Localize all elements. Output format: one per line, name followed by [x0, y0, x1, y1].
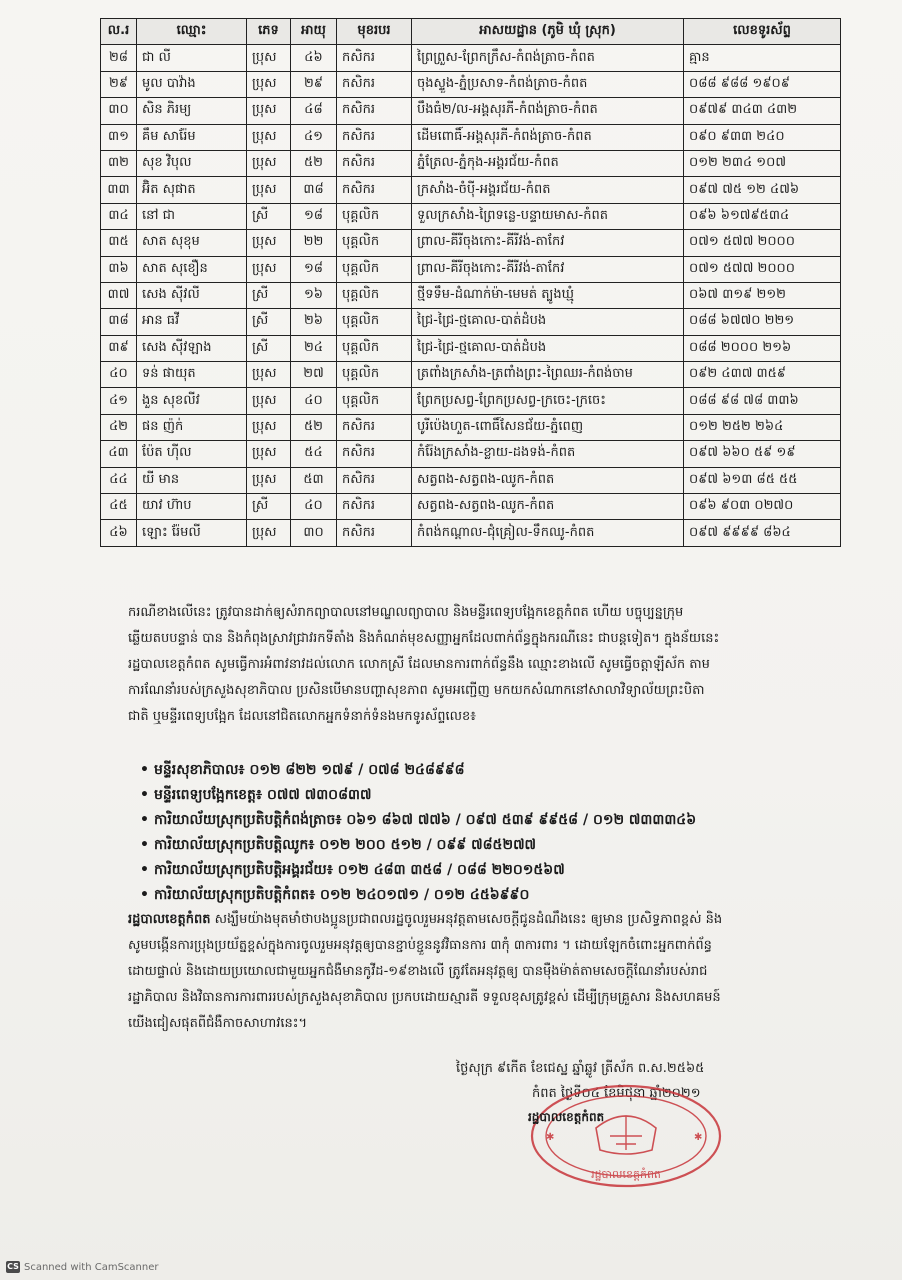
row-name: ងួន សុខលីវ [137, 388, 247, 414]
row-age: ៤១ [291, 124, 337, 150]
row-sex: ប្រុស [247, 256, 291, 282]
row-occupation: កសិករ [337, 441, 412, 467]
row-phone: ០៩៧ ៩៩៩៩ ៨៦៤ [684, 520, 841, 546]
row-no: ៤១ [101, 388, 137, 414]
header-address: អាសយដ្ឋាន (ភូមិ ឃុំ ស្រុក) [412, 19, 684, 45]
table-header-row [101, 19, 841, 45]
row-sex: ប្រុស [247, 124, 291, 150]
table-row [101, 362, 841, 388]
seal-star-left: ✱ [546, 1132, 555, 1143]
row-address: ចុងស្ទួង-ភ្នំប្រសាទ-កំពង់ត្រាច-កំពត [412, 71, 684, 97]
row-address: បឹងធំ២/ល-អង្គសុរភី-កំពង់ត្រាច-កំពត [412, 98, 684, 124]
row-no: ២៨ [101, 45, 137, 71]
header-occupation: មុខរបរ [337, 19, 412, 45]
contact-item: • មន្ទីរពេទ្យបង្អែកខេត្ត៖ ០៧៧ ៧៣០៨៣៧ [140, 787, 372, 803]
scanner-footer [6, 1261, 159, 1273]
row-address: សត្វពង-សត្វពង-ឈូក-កំពត [412, 467, 684, 493]
row-occupation: បុគ្គលិក [337, 256, 412, 282]
row-address: ត្រពាំងក្រសាំង-ត្រពាំងព្រះ-ព្រៃឈរ-កំពង់ចាម [412, 362, 684, 388]
row-occupation: បុគ្គលិក [337, 335, 412, 361]
table-row [101, 177, 841, 203]
row-age: ២៦ [291, 309, 337, 335]
row-age: ១៨ [291, 203, 337, 229]
table-row [101, 441, 841, 467]
row-age: ៣៨ [291, 177, 337, 203]
row-phone: ០៨៨ ៦៧៧០ ២២១ [684, 309, 841, 335]
date-lunar: ថ្ងៃសុក្រ ៩កើត ខែជេស្ឋ ឆ្នាំឆ្លូវ ត្រីស័ក ព.ស.២៥៦៥ [456, 1061, 705, 1076]
row-age: ៤៦ [291, 45, 337, 71]
row-occupation: កសិករ [337, 45, 412, 71]
table-row [101, 203, 841, 229]
row-occupation: បុគ្គលិក [337, 203, 412, 229]
row-name: គឹម សារ៉ែម [137, 124, 247, 150]
row-address: សត្វពង-សត្វពង-ឈូក-កំពត [412, 494, 684, 520]
row-address: បូរីប៉េងហួត-ពោធិ៍សែនជ័យ-ភ្នំពេញ [412, 414, 684, 440]
row-sex: ប្រុស [247, 467, 291, 493]
camscanner-icon: CS [7, 1262, 19, 1271]
row-age: ១៨ [291, 256, 337, 282]
row-occupation: បុគ្គលិក [337, 282, 412, 308]
row-occupation: បុគ្គលិក [337, 388, 412, 414]
row-name: នៅ ជា [137, 203, 247, 229]
row-occupation: កសិករ [337, 124, 412, 150]
row-phone: ០៨៨ ៩៨៨ ១៩០៩ [684, 71, 841, 97]
row-name: សុខ វិបុល [137, 150, 247, 176]
row-address: ព្រែកប្រសព្វ-ព្រែកប្រសព្វ-ក្រចេះ-ក្រចេះ [412, 388, 684, 414]
appeal-lead: រដ្ឋបាលខេត្តកំពត [128, 912, 211, 927]
row-age: ៥៣ [291, 467, 337, 493]
row-sex: ប្រុស [247, 520, 291, 546]
table-row [101, 45, 841, 71]
row-sex: ប្រុស [247, 177, 291, 203]
table-row [101, 98, 841, 124]
row-name: យាវ ហ៊ាប [137, 494, 247, 520]
row-occupation: កសិករ [337, 150, 412, 176]
row-name: ផន ញ៉ក់ [137, 414, 247, 440]
row-sex: ស្រី [247, 494, 291, 520]
row-sex: ស្រី [247, 335, 291, 361]
row-no: ៤៤ [101, 467, 137, 493]
row-phone: ០៩២ ៤៣៧ ៣៥៩ [684, 362, 841, 388]
row-no: ៤២ [101, 414, 137, 440]
row-name: អ៊ិត សុផាត [137, 177, 247, 203]
row-name: ឡោះ រ៉ែមលី [137, 520, 247, 546]
row-no: ៣៧ [101, 282, 137, 308]
row-sex: ប្រុស [247, 362, 291, 388]
row-address: កំរ៉ែងក្រសាំង-ខ្លាយ-ដងទង់-កំពត [412, 441, 684, 467]
row-no: ៣០ [101, 98, 137, 124]
row-sex: ស្រី [247, 203, 291, 229]
notice-paragraph: ករណីខាងលើនេះ ត្រូវបានដាក់ឲ្យសំរាកព្យាបាលនៅមណ្ឌលព្យាបាល និងមន្ទីរពេទ្យបង្អែកខេត្តកំពត ហើយ បច្ចុប្បន្នក្រុមឆ្លើយតបបន្ទាន់ បាន និងកំពុងស្រាវជ្រាវរកទីតាំង និងកំណត់មុខសញ្ញាអ្នកដែលពាក់ព័ន្ធក្នុងករណីនេះ ជាបន្តទៀត។ ក្នុងន័យនេះ រដ្ឋបាលខេត្តកំពត សូមធ្វើការអំពាវនាវដល់លោក លោកស្រី ដែលមានការពាក់ព័ន្ធនឹង ឈ្មោះខាងលើ សូមធ្វើចត្តាឡីស័ក តាមការណែនាំរបស់ក្រសួងសុខាភិបាល ប្រសិនបើមានបញ្ហាសុខភាព សូមអញ្ជើញ មកយកសំណាកនៅសាលាវិទ្យាល័យព្រះបិតាជាតិ ឬមន្ទីរពេទ្យបង្អែក ដែលនៅជិតលោកអ្នកទំនាក់ទំនងមកទូរស័ព្ទលេខ៖ [128, 605, 720, 724]
row-name: សិន ភិរម្យ [137, 98, 247, 124]
row-occupation: កសិករ [337, 467, 412, 493]
row-occupation: បុគ្គលិក [337, 362, 412, 388]
seal-text: រដ្ឋបាលខេត្តកំពត [591, 1168, 661, 1181]
row-address: ទួលក្រសាំង-ព្រៃទន្លេ-បន្ទាយមាស-កំពត [412, 203, 684, 229]
row-address: ព្រាល-គីរីចុងកោះ-គីរីវង់-តាកែវ [412, 256, 684, 282]
contact-item: • ការិយាល័យស្រុកប្រតិបត្តិកំពង់ត្រាច៖ ០៦១ ៨៦៧ ៧៧៦ / ០៩៧ ៥៣៩ ៩៩៥៨ / ០១២ ៧៣៣៣៤៦ [140, 812, 697, 828]
row-phone: ០៧១ ៥៧៧ ២០០០ [684, 256, 841, 282]
row-address: ក្រសាំង-ចំប៉ី-អង្គរជ័យ-កំពត [412, 177, 684, 203]
row-age: ២៧ [291, 362, 337, 388]
row-sex: ប្រុស [247, 98, 291, 124]
row-age: ៥២ [291, 150, 337, 176]
row-no: ២៩ [101, 71, 137, 97]
row-age: ២៤ [291, 335, 337, 361]
table-row [101, 71, 841, 97]
row-no: ៣២ [101, 150, 137, 176]
row-sex: ប្រុស [247, 71, 291, 97]
table-row [101, 230, 841, 256]
row-occupation: កសិករ [337, 520, 412, 546]
table-row [101, 309, 841, 335]
row-name: សាត សុខុម [137, 230, 247, 256]
row-name: ប៉ែត ហ៊ីល [137, 441, 247, 467]
row-address: ជ្រៃ-ជ្រៃ-ថ្មគោល-បាត់ដំបង [412, 335, 684, 361]
contact-item: • ការិយាល័យស្រុកប្រតិបត្តិឈូក៖ ០១២ ២០០ ៥១២ / ០៩៩ ៧៨៥២៧៧ [140, 837, 537, 853]
row-sex: ប្រុស [247, 150, 291, 176]
footer-text: Scanned with CamScanner [24, 1261, 159, 1273]
row-no: ៣៥ [101, 230, 137, 256]
row-age: ៤០ [291, 494, 337, 520]
patient-table [100, 18, 841, 547]
row-phone: ០៩៦ ៦១៧៩៥៣៤ [684, 203, 841, 229]
row-age: ២៩ [291, 71, 337, 97]
row-address: កំពង់កណ្តាល-ជុំគ្រៀល-ទឹកឈូ-កំពត [412, 520, 684, 546]
seal-stamp [532, 1086, 720, 1186]
row-name: យី មាន [137, 467, 247, 493]
row-address: ថ្មីទទឹម-ដំណាក់ម៉ា-មេមត់ ត្បូងឃ្មុំ [412, 282, 684, 308]
row-phone: ០១២ ២៥២ ២៦៤ [684, 414, 841, 440]
row-address: ព្រាល-គីរីចុងកោះ-គីរីវង់-តាកែវ [412, 230, 684, 256]
row-name: ជា លី [137, 45, 247, 71]
row-name: សេង ស៊ីវឡាង [137, 335, 247, 361]
row-phone: ០៨៨ ៩៨ ៧៨ ៣៣៦ [684, 388, 841, 414]
row-sex: ប្រុស [247, 45, 291, 71]
header-no: ល.រ [101, 19, 137, 45]
row-occupation: បុគ្គលិក [337, 309, 412, 335]
table-row [101, 388, 841, 414]
row-phone: ០៩៧ ៧៥ ១២ ៤៧៦ [684, 177, 841, 203]
row-name: អាន ធវី [137, 309, 247, 335]
row-address: ភ្នំត្រែល-ភ្នំកុង-អង្គរជ័យ-កំពត [412, 150, 684, 176]
row-phone: ០៩៧៩ ៣៤៣ ៤៣២ [684, 98, 841, 124]
row-age: ៥៤ [291, 441, 337, 467]
header-name: ឈ្មោះ [137, 19, 247, 45]
table-row [101, 256, 841, 282]
row-phone: ០១២ ២៣៤ ១០៧ [684, 150, 841, 176]
table-row [101, 414, 841, 440]
row-phone: ០៧១ ៥៧៧ ២០០០ [684, 230, 841, 256]
table-row [101, 150, 841, 176]
row-address: ដើមពោធិ៍-អង្គសុរភី-កំពង់ត្រាច-កំពត [412, 124, 684, 150]
seal-star-right: ✱ [694, 1132, 703, 1143]
row-sex: ស្រី [247, 282, 291, 308]
row-sex: ស្រី [247, 309, 291, 335]
table-row [101, 467, 841, 493]
row-sex: ប្រុស [247, 388, 291, 414]
contact-item: • ការិយាល័យស្រុកប្រតិបត្តិកំពត៖ ០១២ ២៤០១៧១ / ០១២ ៤៥៦៩៩០ [140, 887, 530, 903]
contact-list [140, 758, 696, 908]
row-name: ទន់ ផាយុត [137, 362, 247, 388]
row-age: ៥២ [291, 414, 337, 440]
header-phone: លេខទូរស័ព្ទ [684, 19, 841, 45]
row-no: ៣១ [101, 124, 137, 150]
row-age: ៤៨ [291, 98, 337, 124]
row-age: ៤០ [291, 388, 337, 414]
row-phone: ០៩៦ ៩០៣ ០២៧០ [684, 494, 841, 520]
row-name: សាត សុខឿន [137, 256, 247, 282]
row-no: ៣៣ [101, 177, 137, 203]
row-phone: ០៩៧ ៦១៣ ៨៥ ៥៥ [684, 467, 841, 493]
row-occupation: បុគ្គលិក [337, 230, 412, 256]
row-no: ៤៣ [101, 441, 137, 467]
appeal-text: សង្ឃឹមយ៉ាងមុតមាំថាបងប្អូនប្រជាពលរដ្ឋចូលរួមអនុវត្តតាមសេចក្តីជូនដំណឹងនេះ ឲ្យមាន ប្រសិទ្ធភាពខ្ពស់ និងសូមបង្កើនការប្រុងប្រយ័ត្នខ្ពស់ក្នុងការចូលរួមអនុវត្តឲ្យបានខ្ជាប់ខ្ជួននូវវិធានការ ៣កុំ ៣ការពារ ។ ដោយឡែកចំពោះអ្នកពាក់ព័ន្ធដោយផ្ទាល់ និងដោយប្រយោលជាមួយអ្នកជំងឺមានកូវីដ-១៩ខាងលើ ត្រូវតែអនុវត្តឲ្យ បានម៉ឺងម៉ាត់តាមសេចក្តីណែនាំរបស់រាជរដ្ឋាភិបាល និងវិធានការការពាររបស់ក្រសួងសុខាភិបាល ប្រកបដោយស្មារតី ទទួលខុសត្រូវខ្ពស់ ដើម្បីក្រុមគ្រួសារ និងសហគមន៍យើងជៀសផុតពីជំងឺកាចសាហាវនេះ។ [128, 912, 723, 1031]
row-occupation: កសិករ [337, 98, 412, 124]
row-address: ជ្រៃ-ជ្រៃ-ថ្មគោល-បាត់ដំបង [412, 309, 684, 335]
row-no: ៣៨ [101, 309, 137, 335]
row-occupation: កសិករ [337, 71, 412, 97]
row-no: ៣៦ [101, 256, 137, 282]
table-row [101, 124, 841, 150]
row-no: ៤៥ [101, 494, 137, 520]
table-row [101, 520, 841, 546]
row-phone: គ្មាន [684, 45, 841, 71]
signer: រដ្ឋបាលខេត្តកំពត [528, 1110, 605, 1124]
header-age: អាយុ [291, 19, 337, 45]
row-sex: ប្រុស [247, 230, 291, 256]
table-row [101, 494, 841, 520]
row-phone: ០៩៧ ៦៦០ ៥៩ ១៩ [684, 441, 841, 467]
row-address: ព្រៃព្រួស-ព្រែកក្រឹស-កំពង់ត្រាច-កំពត [412, 45, 684, 71]
row-phone: ០៩០ ៩៣៣ ២៤០ [684, 124, 841, 150]
row-occupation: កសិករ [337, 414, 412, 440]
row-age: ៣០ [291, 520, 337, 546]
row-occupation: កសិករ [337, 494, 412, 520]
row-no: ៤០ [101, 362, 137, 388]
row-no: ៣៤ [101, 203, 137, 229]
row-sex: ប្រុស [247, 441, 291, 467]
row-sex: ប្រុស [247, 414, 291, 440]
row-occupation: កសិករ [337, 177, 412, 203]
official-seal [526, 1084, 722, 1194]
table-row [101, 335, 841, 361]
date-solar: កំពត ថ្ងៃទី០៤ ខែមិថុនា ឆ្នាំ២០២១ [532, 1086, 701, 1101]
row-name: សេង ស៊ីវលី [137, 282, 247, 308]
header-sex: ភេទ [247, 19, 291, 45]
contact-item: • មន្ទីរសុខាភិបាល៖ ០១២ ៨២២ ១៧៩ / ០៧៨ ២៤៨៩៩៨ [140, 762, 465, 778]
contact-item: • ការិយាល័យស្រុកប្រតិបត្តិអង្គរជ័យ៖ ០១២ ៤៨៣ ៣៥៨ / ០៨៨ ២២០១៥៦៧ [140, 862, 565, 878]
row-phone: ០៦៧ ៣១៩ ២១២ [684, 282, 841, 308]
row-no: ៣៩ [101, 335, 137, 361]
row-phone: ០៨៨ ២០០០ ២១៦ [684, 335, 841, 361]
row-no: ៤៦ [101, 520, 137, 546]
table-row [101, 282, 841, 308]
row-age: ២២ [291, 230, 337, 256]
appeal-paragraph [128, 907, 724, 1037]
row-name: មូល បាវ៉ាង [137, 71, 247, 97]
row-age: ១៦ [291, 282, 337, 308]
